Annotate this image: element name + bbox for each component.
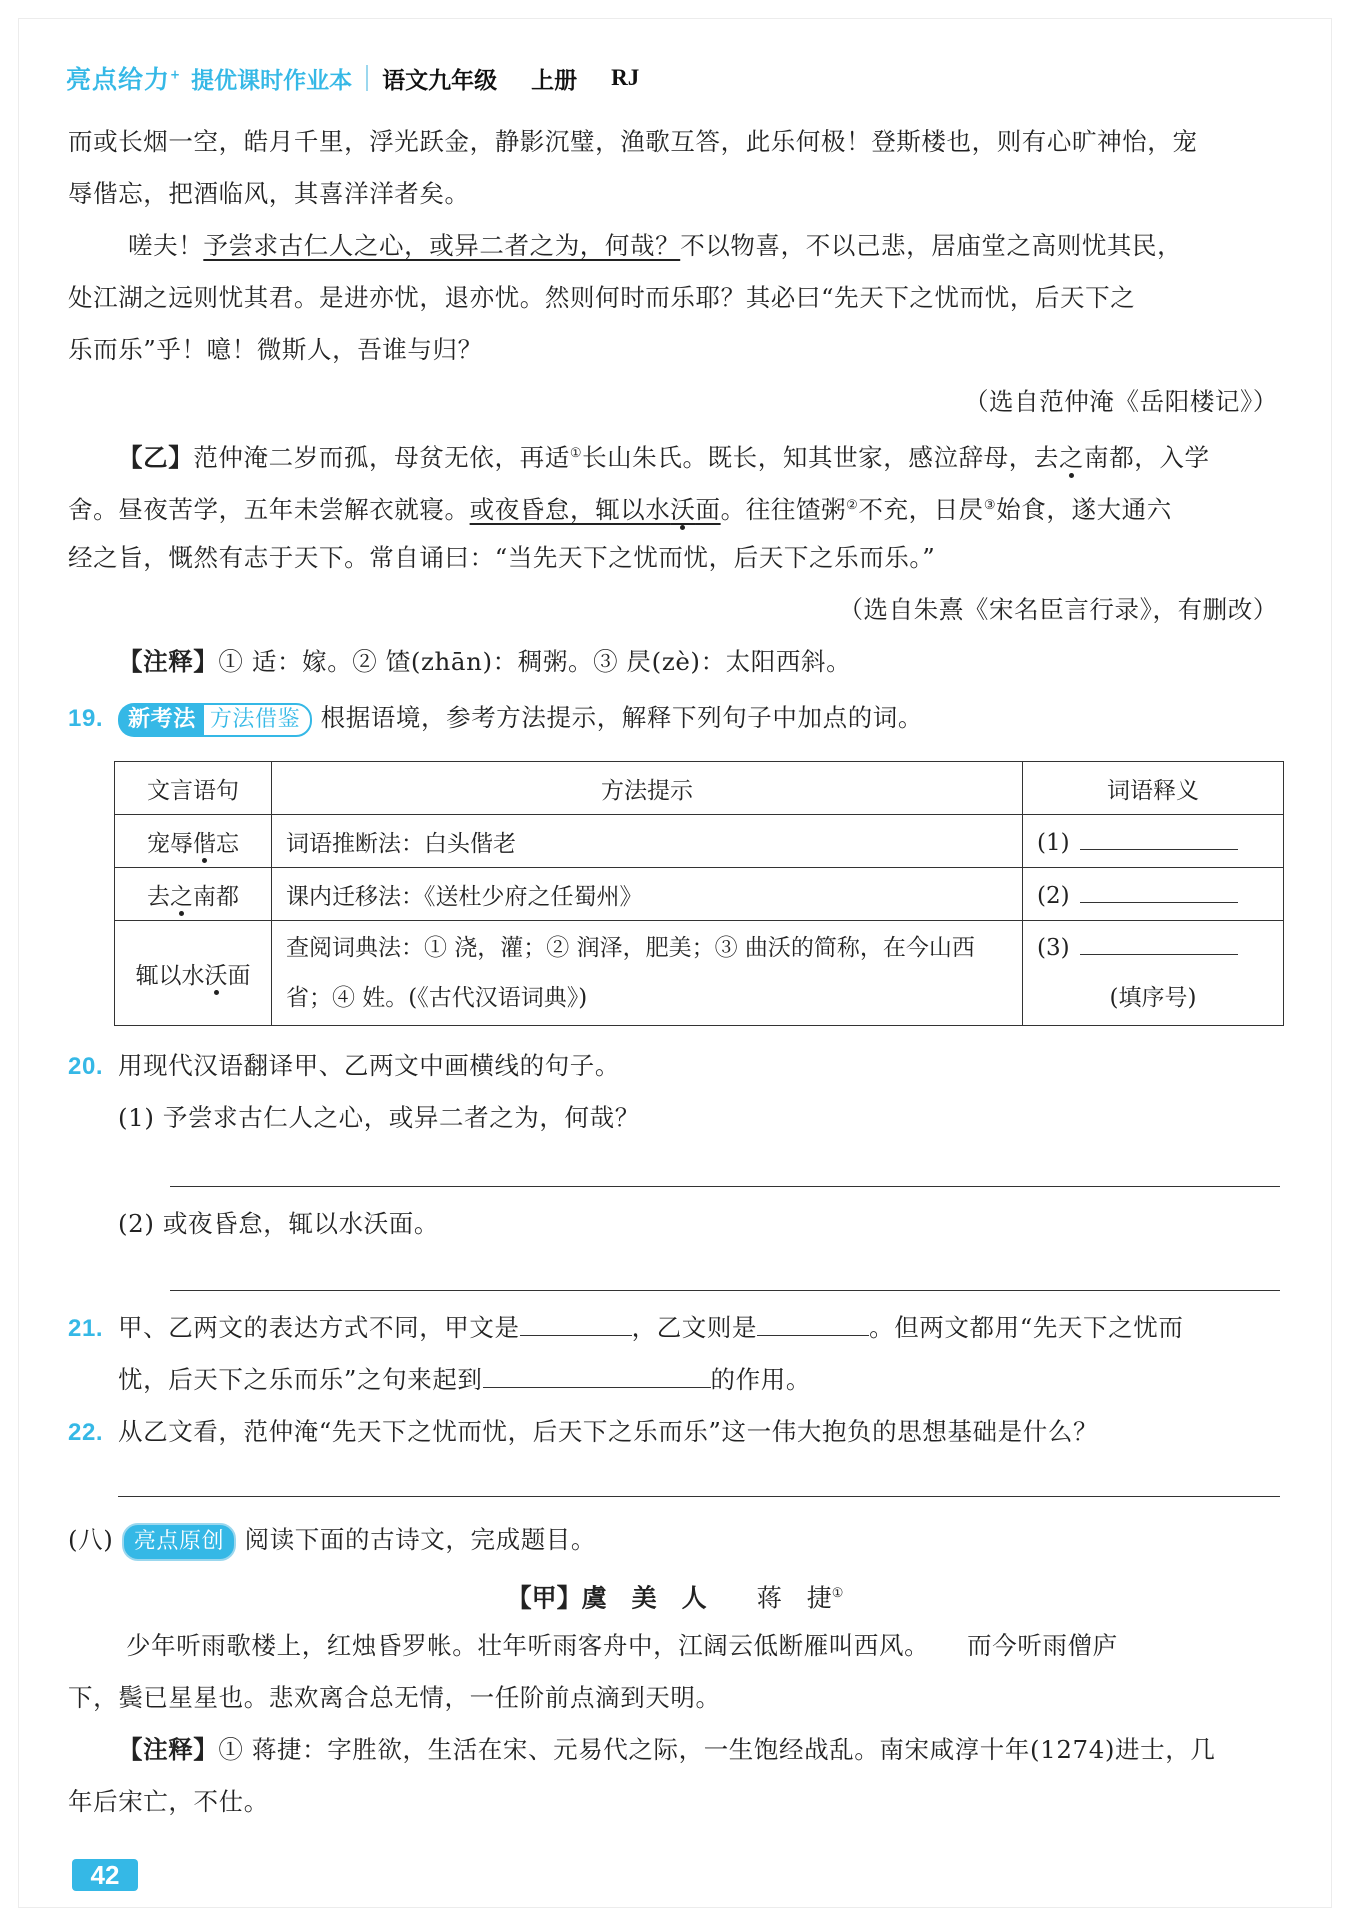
table-header: 方法提示 <box>272 762 1023 815</box>
answer-blank[interactable] <box>1080 880 1238 903</box>
table-header: 文言语句 <box>115 762 272 815</box>
question-22: 22. 从乙文看，范仲淹“先天下之忧而忧，后天下之乐而乐”这一伟大抱负的思想基础是什么？ <box>68 1417 1099 1446</box>
brand-logo: 亮点给力+ <box>66 65 182 94</box>
phrase-cell: 去之南都 <box>115 868 272 921</box>
q20-answer-line-1[interactable] <box>170 1186 1280 1187</box>
poem-title: 【甲】虞 美 人 蒋 捷① <box>506 1583 844 1613</box>
passage-b-source: （选自朱熹《宋名臣言行录》，有删改） <box>838 595 1278 624</box>
answer-cell[interactable]: (1) <box>1023 815 1284 868</box>
q22-answer-line[interactable] <box>118 1496 1280 1497</box>
table-row <box>115 815 1284 868</box>
q21-blank-1[interactable] <box>520 1311 632 1336</box>
header-divider <box>366 65 368 91</box>
hint-cell: 词语推断法：白头偕老 <box>272 815 1023 868</box>
passage-a-line4: 处江湖之远则忧其君。是进亦忧，退亦忧。然则何时而乐耶？其必曰“先天下之忧而忧，后天下之 <box>68 283 1136 312</box>
question-20: 20. 用现代汉语翻译甲、乙两文中画横线的句子。 <box>68 1051 620 1080</box>
poem-line1: 少年听雨歌楼上，红烛昏罗帐。壮年听雨客舟中，江阔云低断雁叫西风。 而今听雨僧庐 <box>126 1631 1118 1660</box>
q21-blank-3[interactable] <box>483 1363 711 1388</box>
passage-a-para2: 嗟夫！予尝求古仁人之心，或异二者之为，何哉？不以物喜，不以己悲，居庙堂之高则忧其民， <box>128 231 1183 260</box>
notes-b: 【注释】① 适：嫁。② 馇(zhān)：稠粥。③ 昃(zè)：太阳西斜。 <box>118 647 852 676</box>
passage-a-line1: 而或长烟一空，皓月千里，浮光跃金，静影沉璧，渔歌互答，此乐何极！登斯楼也，则有心旷神怡，宠 <box>68 127 1198 156</box>
q21-blank-2[interactable] <box>757 1311 869 1336</box>
section-8-heading: (八) 亮点原创 阅读下面的古诗文，完成题目。 <box>68 1514 1278 1566</box>
q20-answer-line-2[interactable] <box>170 1290 1280 1291</box>
passage-b-line1: 【乙】范仲淹二岁而孤，母贫无依，再适①长山朱氏。既长，知其世家，感泣辞母，去之南都，入学 <box>118 443 1210 473</box>
phrase-cell: 辄以水沃面 <box>115 921 272 1026</box>
table-header: 词语释义 <box>1023 762 1284 815</box>
page-number: 42 <box>72 1859 138 1891</box>
page-header <box>66 58 639 98</box>
poem-line2: 下，鬓已星星也。悲欢离合总无情，一任阶前点滴到天明。 <box>68 1683 721 1712</box>
method-table <box>114 761 1284 1026</box>
poem-notes-line2: 年后宋亡，不仕。 <box>68 1787 269 1816</box>
question-21-line2: 忧，后天下之乐而乐”之句来起到 的作用。 <box>118 1365 811 1394</box>
table-row <box>115 921 1284 1026</box>
hint-cell: 查阅词典法：① 浇，灌；② 润泽，肥美；③ 曲沃的简称，在今山西省；④ 姓。(《古代汉语词典》) <box>272 921 1023 1026</box>
original-tag: 亮点原创 <box>122 1523 236 1561</box>
passage-b-line3: 经之旨，慨然有志于天下。常自诵曰：“当先天下之忧而忧，后天下之乐而乐。” <box>68 543 936 572</box>
phrase-cell: 宠辱偕忘 <box>115 815 272 868</box>
passage-a-line5: 乐而乐”乎！噫！微斯人，吾谁与归？ <box>68 335 483 364</box>
table-row <box>115 868 1284 921</box>
passage-a-line2: 辱偕忘，把酒临风，其喜洋洋者矣。 <box>68 179 470 208</box>
poem-notes: 【注释】① 蒋捷：字胜欲，生活在宋、元易代之际，一生饱经战乱。南宋咸淳十年(1274)进士，几 <box>118 1735 1216 1764</box>
passage-a-source: （选自范仲淹《岳阳楼记》） <box>963 387 1278 416</box>
new-method-tag: 新考法 <box>118 703 202 737</box>
underlined-sentence-1: 予尝求古仁人之心，或异二者之为，何哉？ <box>203 231 681 260</box>
passage-b-line2: 舍。昼夜苦学，五年未尝解衣就寝。或夜昏怠，辄以水沃面。往往馇粥②不充，日昃③始食，遂大通六 <box>68 495 1172 525</box>
hint-cell: 课内迁移法：《送杜少府之任蜀州》 <box>272 868 1023 921</box>
method-reference-tag: 方法借鉴 <box>202 703 312 737</box>
grade-label: 语文九年级 <box>382 67 498 94</box>
answer-blank[interactable] <box>1080 827 1238 850</box>
answer-cell[interactable]: (2) <box>1023 868 1284 921</box>
answer-blank[interactable] <box>1080 932 1238 955</box>
question-19: 19. 新考法 方法借鉴 根据语境，参考方法提示，解释下列句子中加点的词。 <box>68 692 1278 745</box>
edition-label: RJ <box>611 65 640 90</box>
q20-sentence-2: (2) 或夜昏怠，辄以水沃面。 <box>118 1209 439 1238</box>
table-header-row <box>115 762 1284 815</box>
series-name: 提优课时作业本 <box>191 67 353 94</box>
q20-sentence-1: (1) 予尝求古仁人之心，或异二者之为，何哉？ <box>118 1103 640 1132</box>
question-21: 21. 甲、乙两文的表达方式不同，甲文是 ，乙文则是 。但两文都用“先天下之忧而 <box>68 1313 1184 1342</box>
underlined-sentence-2: 或夜昏怠，辄以水沃面 <box>469 495 721 525</box>
volume-label: 上册 <box>531 67 578 94</box>
answer-cell[interactable]: (3) (填序号) <box>1023 921 1284 1026</box>
